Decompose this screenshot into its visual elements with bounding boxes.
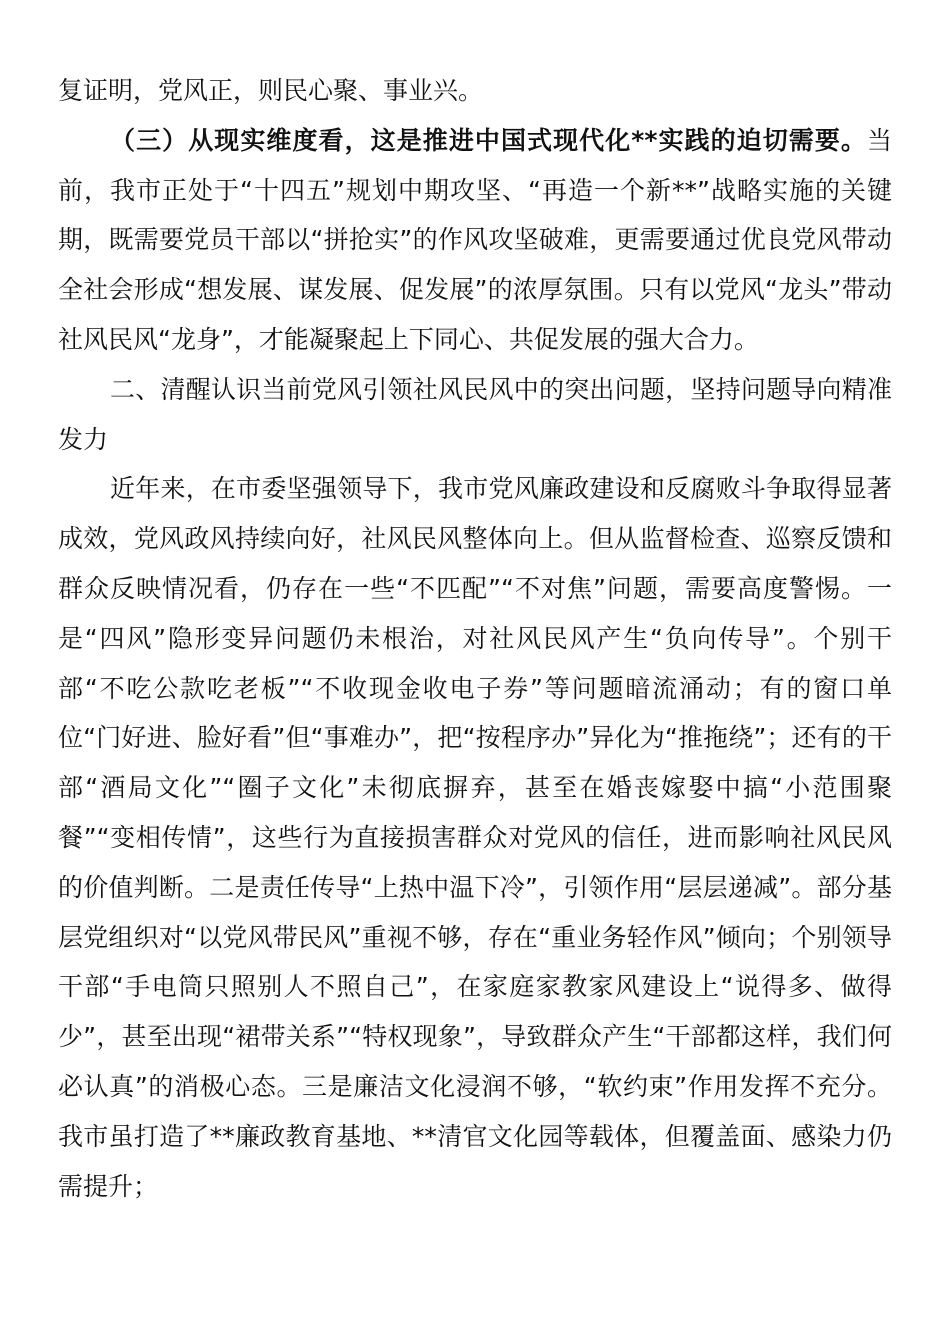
paragraph-section-three	[58, 116, 892, 365]
paragraph-continuation: 复证明，党风正，则民心聚、事业兴。	[58, 76, 484, 105]
section-three-body: 当前，我市正处于“十四五”规划中期攻坚、“再造一个新**”战略实施的关键期，既需要党员干部以“拼抢实”的作风攻坚破难，更需要通过优良党风带动全社会形成“想发展、谋发展、促发展”的浓厚氛围。只有以党风“龙头”带动社风民风“龙身”，才能凝聚起上下同心、共促发展的强大合力。	[58, 125, 892, 354]
paragraph-problems: 近年来，在市委坚强领导下，我市党风廉政建设和反腐败斗争取得显著成效，党风政风持续向好，社风民风整体向上。但从监督检查、巡察反馈和群众反映情况看，仍存在一些“不匹配”“不对焦”问题，需要高度警惕。一是“四风”隐形变异问题仍未根治，对社风民风产生“负向传导”。个别干部“不吃公款吃老板”“不收现金收电子券”等问题暗流涌动；有的窗口单位“门好进、脸好看”但“事难办”，把“按程序办”异化为“推拖绕”；还有的干部“酒局文化”“圈子文化”未彻底摒弃，甚至在婚丧嫁娶中搞“小范围聚餐”“变相传情”，这些行为直接损害群众对党风的信任，进而影响社风民风的价值判断。二是责任传导“上热中温下冷”，引领作用“层层递减”。部分基层党组织对“以党风带民风”重视不够，存在“重业务轻作风”倾向；个别领导干部“手电筒只照别人不照自己”，在家庭家教家风建设上“说得多、做得少”，甚至出现“裙带关系”“特权现象”，导致群众产生“干部都这样，我们何必认真”的消极心态。三是廉洁文化浸润不够，“软约束”作用发挥不充分。我市虽打造了**廉政教育基地、**清官文化园等载体，但覆盖面、感染力仍需提升；	[58, 474, 892, 1201]
section-three-heading: （三）从现实维度看，这是推进中国式现代化**实践的迫切需要。	[110, 125, 867, 155]
section-two-heading: 二、清醒认识当前党风引领社风民风中的突出问题，坚持问题导向精准发力	[58, 374, 892, 454]
document-body	[58, 66, 892, 1211]
